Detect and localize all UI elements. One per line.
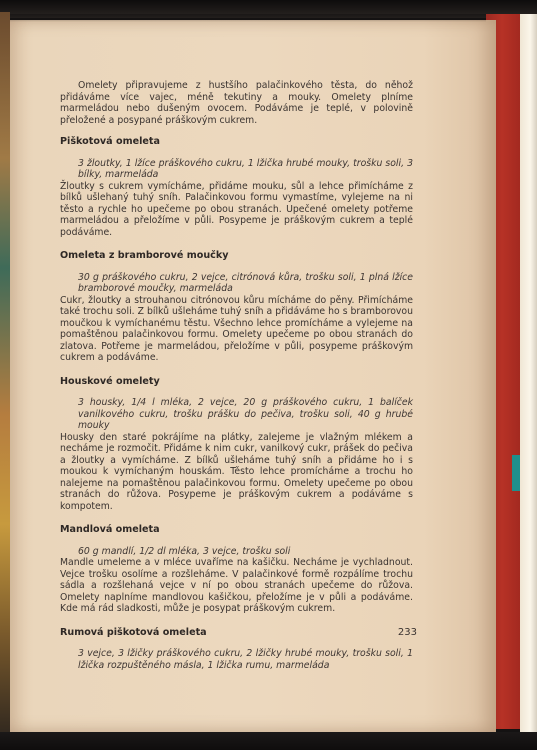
recipe-section-5 <box>60 627 413 672</box>
recipe-ingredients: 30 g práškového cukru, 2 vejce, citrónová kůra, trošku soli, 1 plná lžíce bramborové moučky, marmeláda <box>78 271 413 294</box>
page-number: 233 <box>397 627 417 638</box>
recipe-ingredients: 60 g mandlí, 1/2 dl mléka, 3 vejce, trošku soli <box>78 545 291 557</box>
recipe-title: Piškotová omeleta <box>60 136 160 147</box>
background-bottom <box>0 732 537 750</box>
page-text <box>60 80 413 671</box>
recipe-method: Cukr, žloutky a strouhanou citrónovou kůru mícháme do pěny. Přimícháme také trochu soli. Z bílků ušleháme tuhý sníh a přidáváme ho s bramborovou moučkou k vymíchanému těstu. Všechno lehce promícháme a vylejeme na pomaštěnou palačinkovou formu. Omelety upečeme po obou stranách do zlatova. Potřeme je marmeládou, přeložíme v půli, posypeme práškovým cukrem a podáváme. <box>60 294 413 363</box>
recipe-title: Rumová piškotová omeleta <box>60 626 207 638</box>
recipe-ingredients: 3 housky, 1/4 l mléka, 2 vejce, 20 g práškového cukru, 1 balíček vanilkového cukru, trošku prášku do pečiva, trošku soli, 40 g hrubé mouky <box>78 397 413 431</box>
recipe-title: Omeleta z bramborové moučky <box>60 250 229 261</box>
recipe-ingredients: 3 vejce, 3 lžičky práškového cukru, 2 lžičky hrubé mouky, trošku soli, 1 lžička rozpuštěného másla, 1 lžička rumu, marmeláda <box>78 648 413 671</box>
recipe-ingredients: 3 žloutky, 1 lžíce práškového cukru, 1 lžička hrubé mouky, trošku soli, 3 bílky, marmeláda <box>78 157 413 180</box>
recipe-section-4 <box>60 524 413 615</box>
recipe-method: Housky den staré pokrájíme na plátky, zalejeme je vlažným mlékem a necháme je rozmočit. Přidáme k nim cukr, vanilkový cukr, prášek do pečiva a žloutky a vymícháme. Z bílků ušleháme tuhý sníh a přidáme ho i s moukou k vymíchaným houskám. Těsto lehce promícháme a trochu ho nalejeme na pomaštěnou palačinkovou formu. Omelety upečeme po obou stranách do růžova. Posypeme je práškovým cukrem a podáváme s kompotem. <box>60 431 413 512</box>
page-top-shadow <box>10 14 486 22</box>
recipe-method: Mandle umeleme a v mléce uvaříme na kašičku. Necháme je vychladnout. Vejce trošku osolíme a rozšleháme. V palačinkové formě rozpálíme trochu sádla a rozšlehaná vejce v ní po obou stranách upečeme do růžova. Omelety naplníme mandlovou kašičkou, přeložíme je v půli a podáváme. Kde má rád sladkosti, může je posypat práškovým cukrem. <box>60 557 413 614</box>
left-page-edge <box>0 12 10 744</box>
intro-paragraph: Omelety připravujeme z hustšího palačinkového těsta, do něhož přidáváme více vajec, méně tekutiny a mouky. Omelety plníme marmeládou nebo dušeným ovocem. Podáváme je teplé, v polovině přeložené a posypané práškovým cukrem. <box>60 80 413 126</box>
recipe-section-2 <box>60 250 413 364</box>
recipe-section-3 <box>60 376 413 513</box>
page-stack-edge <box>520 14 537 744</box>
recipe-title: Mandlová omeleta <box>60 524 160 535</box>
recipe-method: Žloutky s cukrem vymícháme, přidáme mouku, sůl a lehce přimícháme z bílků ušlehaný tuhý sníh. Palačinkovou formu vymastíme, vylejeme na ni těsto a rychle ho upečeme po obou stranách. Upečené omelety potřeme marmeládou a přeložíme v půli. Posypeme je práškovým cukrem a teplé podáváme. <box>60 180 413 238</box>
recipe-section-1 <box>60 136 413 238</box>
recipe-title: Houskové omelety <box>60 375 160 387</box>
